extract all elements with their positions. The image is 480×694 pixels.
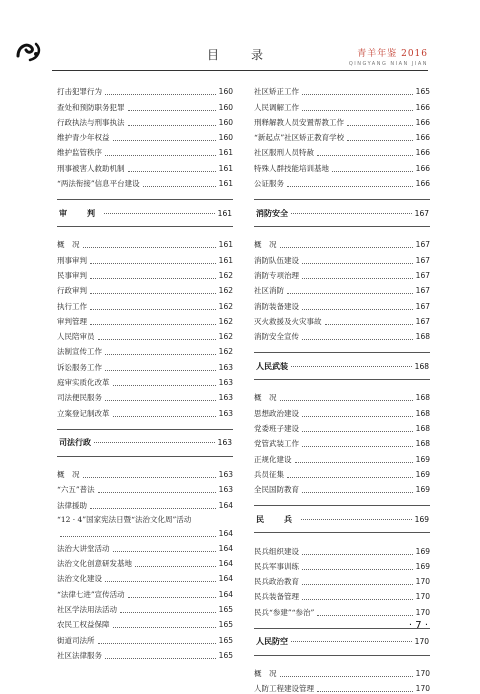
- entry-title: 法制宣传工作: [57, 347, 102, 357]
- toc-entry[interactable]: [254, 250, 430, 265]
- toc-entry[interactable]: [254, 449, 430, 464]
- dot-leader: [291, 641, 412, 642]
- entry-title: “新起点”社区矫正教育学校: [254, 133, 345, 143]
- entry-page: 160: [218, 117, 233, 127]
- dot-leader: [83, 477, 216, 478]
- dot-leader: [128, 125, 216, 126]
- dot-leader: [302, 278, 413, 279]
- entry-page: 160: [218, 102, 233, 112]
- entry-title: 行政执法与刑事执法: [57, 117, 125, 127]
- dot-leader: [105, 400, 216, 401]
- toc-entry[interactable]: [254, 128, 430, 143]
- dot-leader: [98, 339, 216, 340]
- toc-entry[interactable]: [57, 480, 233, 495]
- dot-leader: [90, 508, 216, 509]
- entry-title: “两法衔接”信息平台建设: [57, 179, 140, 189]
- entry-continuation: [57, 526, 233, 539]
- section-title: 消防安全: [256, 208, 288, 218]
- entry-title: 打击犯罪行为: [57, 87, 102, 97]
- toc-entry[interactable]: [254, 388, 430, 403]
- toc-entry[interactable]: [254, 465, 430, 480]
- entry-page: 162: [218, 301, 233, 311]
- entry-page: 164: [218, 543, 233, 553]
- dot-leader: [94, 442, 215, 443]
- toc-entry[interactable]: [57, 615, 233, 630]
- header-rule: [52, 70, 428, 71]
- toc-entry[interactable]: [57, 539, 233, 554]
- toc-entry[interactable]: [254, 174, 430, 189]
- entry-page: 170: [415, 592, 430, 602]
- dot-leader: [302, 446, 413, 447]
- entry-page: 164: [218, 559, 233, 569]
- entry-title: 行政审判: [57, 286, 87, 296]
- dot-leader: [90, 309, 216, 310]
- section-page: 170: [414, 637, 429, 647]
- toc-entry[interactable]: [254, 541, 430, 556]
- dot-leader: [302, 416, 413, 417]
- toc-group-community-correction: [254, 82, 430, 189]
- dot-leader: [280, 400, 413, 401]
- dot-leader: [98, 643, 216, 644]
- toc-entry[interactable]: [57, 158, 233, 173]
- toc-entry[interactable]: [254, 281, 430, 296]
- toc-right-column: [254, 82, 430, 694]
- section-title: 人民武装: [256, 361, 288, 371]
- dot-leader: [280, 676, 413, 677]
- entry-page: 164: [218, 528, 233, 538]
- entry-title: 概 况: [57, 469, 80, 479]
- section-militia[interactable]: [254, 505, 430, 533]
- entry-title: 民兵军事训练: [254, 561, 299, 571]
- entry-page: 166: [415, 148, 430, 158]
- entry-title: 民事审判: [57, 270, 87, 280]
- entry-title: 诉讼服务工作: [57, 362, 102, 372]
- toc-entry[interactable]: [254, 266, 430, 281]
- entry-page: 163: [218, 378, 233, 388]
- entry-title: 社区服刑人员特赦: [254, 148, 314, 158]
- dot-leader: [113, 627, 216, 628]
- entry-title: 特殊人群技能培训基地: [254, 163, 329, 173]
- toc-entry[interactable]: [254, 679, 430, 694]
- entry-title: 消防专项治理: [254, 270, 299, 280]
- entry-page: 166: [415, 163, 430, 173]
- toc-entry[interactable]: [57, 312, 233, 327]
- entry-title: “12 · 4”国家宪法日暨“法治文化周”活动: [57, 514, 192, 524]
- toc-entry[interactable]: [57, 600, 233, 615]
- entry-page: 165: [218, 620, 233, 630]
- entry-page: 167: [415, 255, 430, 265]
- dot-leader: [301, 519, 412, 520]
- dot-leader: [105, 370, 216, 371]
- toc-group-judicial-admin: [57, 465, 233, 511]
- section-page: 161: [217, 208, 232, 218]
- entry-title: 公证服务: [254, 179, 284, 189]
- dot-leader: [104, 213, 215, 214]
- entry-title: 司法便民服务: [57, 393, 102, 403]
- toc-entry[interactable]: [254, 143, 430, 158]
- entry-page: 164: [218, 574, 233, 584]
- entry-page: 162: [218, 286, 233, 296]
- entry-page: 163: [218, 408, 233, 418]
- entry-page: 164: [218, 500, 233, 510]
- dot-leader: [332, 171, 413, 172]
- toc-entry[interactable]: [254, 312, 430, 327]
- entry-title: 消防装备建设: [254, 301, 299, 311]
- entry-page: 168: [415, 393, 430, 403]
- brand-name-cn: 青羊年鉴 2016: [357, 49, 428, 59]
- toc-entry[interactable]: [254, 97, 430, 112]
- toc-group-trial: [57, 235, 233, 419]
- entry-page: 161: [218, 179, 233, 189]
- section-judicial-admin[interactable]: [57, 429, 233, 457]
- dot-leader: [302, 94, 413, 95]
- entry-page: 167: [415, 270, 430, 280]
- entry-page: 166: [415, 133, 430, 143]
- entry-page: 167: [415, 301, 430, 311]
- dot-leader: [90, 278, 216, 279]
- dot-leader: [291, 213, 412, 214]
- dot-leader: [302, 599, 413, 600]
- entry-title: 法治文化创意研发基地: [57, 559, 132, 569]
- entry-page: 168: [415, 439, 430, 449]
- dot-leader: [113, 140, 216, 141]
- entry-title: 人民陪审员: [57, 332, 95, 342]
- entry-page: 160: [218, 87, 233, 97]
- dot-leader: [291, 366, 412, 367]
- toc-entry[interactable]: [254, 602, 430, 617]
- entry-title: 民兵政治教育: [254, 577, 299, 587]
- toc-group-legal-culture: [57, 539, 233, 661]
- dot-leader: [128, 597, 216, 598]
- entry-page: 167: [415, 240, 430, 250]
- entry-title: 思想政治建设: [254, 408, 299, 418]
- entry-title: “六五”普法: [57, 485, 95, 495]
- toc-entry[interactable]: [254, 480, 430, 495]
- entry-title: 法治大讲堂活动: [57, 543, 110, 553]
- entry-title: 民兵装备管理: [254, 592, 299, 602]
- toc-entry[interactable]: [254, 296, 430, 311]
- toc-group-procuratorate: [57, 82, 233, 189]
- section-trial[interactable]: [57, 199, 233, 227]
- entry-page: 162: [218, 316, 233, 326]
- entry-page: 170: [415, 684, 430, 694]
- toc-entry[interactable]: [254, 587, 430, 602]
- dot-leader: [105, 581, 216, 582]
- section-fire-safety[interactable]: [254, 199, 430, 227]
- dot-leader: [302, 554, 413, 555]
- entry-page: 163: [218, 393, 233, 403]
- dot-leader: [120, 612, 216, 613]
- toc-entry[interactable]: [57, 569, 233, 584]
- entry-title: 刑释解教人员安置帮教工作: [254, 117, 344, 127]
- entry-page: 167: [415, 316, 430, 326]
- entry-page: 169: [415, 469, 430, 479]
- entry-title: 概 况: [254, 669, 277, 679]
- entry-page: 170: [415, 607, 430, 617]
- dot-leader: [143, 186, 216, 187]
- dot-leader: [90, 293, 216, 294]
- dot-leader: [347, 140, 413, 141]
- entry-title: 全民国防教育: [254, 485, 299, 495]
- dot-leader: [105, 658, 216, 659]
- dot-leader: [325, 324, 413, 325]
- entry-page: 166: [415, 179, 430, 189]
- dot-leader: [90, 263, 216, 264]
- section-civil-air-defense[interactable]: [254, 628, 430, 656]
- toc-entry[interactable]: [57, 403, 233, 418]
- dot-leader: [280, 247, 413, 248]
- entry-title: 刑事审判: [57, 255, 87, 265]
- page-title: 目 录: [206, 48, 273, 62]
- yearbook-brand: [349, 46, 428, 67]
- entry-title: 消防安全宣传: [254, 332, 299, 342]
- dot-leader: [98, 492, 216, 493]
- toc-entry[interactable]: [57, 281, 233, 296]
- entry-page: 161: [218, 163, 233, 173]
- toc-entry[interactable]: [254, 434, 430, 449]
- entry-title: 法治文化建设: [57, 574, 102, 584]
- entry-title: 民兵“参建”“参治”: [254, 607, 315, 617]
- entry-page: 166: [415, 102, 430, 112]
- entry-title: 维护监管秩序: [57, 148, 102, 158]
- dot-leader: [302, 110, 413, 111]
- toc-entry[interactable]: [254, 403, 430, 418]
- section-people-armed-forces[interactable]: [254, 352, 430, 380]
- entry-page: 165: [218, 650, 233, 660]
- entry-page: 161: [218, 240, 233, 250]
- entry-title: 刑事被害人救助机制: [57, 163, 125, 173]
- toc-entry[interactable]: [254, 664, 430, 679]
- entry-title: 概 况: [254, 240, 277, 250]
- toc-entry[interactable]: [57, 342, 233, 357]
- entry-page: 169: [415, 546, 430, 556]
- dot-leader: [128, 171, 216, 172]
- dot-leader: [295, 462, 413, 463]
- toc-left-column: [57, 82, 233, 661]
- toc-entry[interactable]: [57, 266, 233, 281]
- dot-leader: [90, 324, 216, 325]
- toc-entry[interactable]: [57, 143, 233, 158]
- toc-entry[interactable]: [57, 388, 233, 403]
- toc-entry[interactable]: [57, 113, 233, 128]
- brand-name-en: QINGYANG NIAN JIAN: [348, 61, 428, 67]
- dot-leader: [60, 536, 216, 537]
- entry-title: 社区消防: [254, 286, 284, 296]
- entry-title: 党管武装工作: [254, 439, 299, 449]
- toc-entry[interactable]: [254, 158, 430, 173]
- toc-entry[interactable]: [57, 327, 233, 342]
- entry-page: 169: [415, 454, 430, 464]
- dot-leader: [317, 691, 413, 692]
- entry-title: “法律七进”宣传活动: [57, 589, 125, 599]
- entry-page: 170: [415, 577, 430, 587]
- dot-leader: [317, 615, 412, 616]
- toc-entry[interactable]: [254, 327, 430, 342]
- dot-leader: [317, 155, 413, 156]
- entry-title: 概 况: [57, 240, 80, 250]
- entry-title: 社区矫正工作: [254, 87, 299, 97]
- entry-page: 162: [218, 332, 233, 342]
- section-page: 163: [217, 438, 232, 448]
- entry-title: 兵员征集: [254, 469, 284, 479]
- entry-title: 消防队伍建设: [254, 255, 299, 265]
- dot-leader: [302, 569, 413, 570]
- entry-title: 社区法律服务: [57, 650, 102, 660]
- toc-entry[interactable]: [57, 373, 233, 388]
- section-page: 168: [414, 361, 429, 371]
- entry-title: 农民工权益保障: [57, 620, 110, 630]
- toc-group-people-armed-forces: [254, 388, 430, 495]
- entry-title: 庭审实质化改革: [57, 378, 110, 388]
- toc-entry[interactable]: [57, 250, 233, 265]
- entry-page: 169: [415, 561, 430, 571]
- section-title: 民 兵: [256, 514, 298, 524]
- entry-title: 人民调解工作: [254, 102, 299, 112]
- dot-leader: [302, 431, 413, 432]
- entry-page: 163: [218, 469, 233, 479]
- entry-page: 165: [218, 635, 233, 645]
- entry-page: 166: [415, 117, 430, 127]
- toc-entry[interactable]: [57, 554, 233, 569]
- toc-group-militia: [254, 541, 430, 617]
- toc-entry[interactable]: [57, 82, 233, 97]
- toc-entry-constitution-day[interactable]: [57, 511, 233, 539]
- entry-page: 160: [218, 133, 233, 143]
- toc-entry[interactable]: [57, 495, 233, 510]
- toc-entry[interactable]: [57, 235, 233, 250]
- dot-leader: [287, 186, 413, 187]
- toc-entry[interactable]: [254, 113, 430, 128]
- entry-page: 167: [415, 286, 430, 296]
- entry-page: 161: [218, 255, 233, 265]
- toc-entry[interactable]: [57, 630, 233, 645]
- entry-page: 168: [415, 332, 430, 342]
- entry-page: 164: [218, 589, 233, 599]
- toc-entry[interactable]: [254, 557, 430, 572]
- entry-title: 立案登记制改革: [57, 408, 110, 418]
- dot-leader: [135, 566, 216, 567]
- section-page: 167: [414, 208, 429, 218]
- entry-page: 169: [415, 485, 430, 495]
- toc-entry[interactable]: [57, 357, 233, 372]
- entry-title: 社区学法用法活动: [57, 605, 117, 615]
- toc-entry[interactable]: [254, 419, 430, 434]
- entry-title: 正规化建设: [254, 454, 292, 464]
- dot-leader: [302, 492, 413, 493]
- dot-leader: [302, 263, 413, 264]
- section-title: 司法行政: [59, 438, 91, 448]
- dot-leader: [113, 416, 216, 417]
- dot-leader: [113, 385, 216, 386]
- toc-entry[interactable]: [57, 174, 233, 189]
- entry-title: 查处和预防职务犯罪: [57, 102, 125, 112]
- toc-entry[interactable]: [57, 646, 233, 661]
- dot-leader: [302, 584, 413, 585]
- toc-entry[interactable]: [254, 82, 430, 97]
- entry-title: 灭火救援及火灾事故: [254, 316, 322, 326]
- dot-leader: [113, 551, 216, 552]
- toc-entry[interactable]: [254, 235, 430, 250]
- dot-leader: [287, 477, 413, 478]
- dot-leader: [302, 339, 413, 340]
- dot-leader: [105, 155, 216, 156]
- entry-title: 民兵组织建设: [254, 546, 299, 556]
- entry-title: 维护青少年权益: [57, 133, 110, 143]
- toc-entry[interactable]: [254, 572, 430, 587]
- toc-entry[interactable]: [57, 296, 233, 311]
- entry-page: 163: [218, 362, 233, 372]
- page-number: · 7 ·: [408, 620, 428, 631]
- entry-page: 168: [415, 424, 430, 434]
- entry-title: 人防工程建设管理: [254, 684, 314, 694]
- toc-entry[interactable]: [57, 128, 233, 143]
- section-title: 人民防空: [256, 637, 288, 647]
- dot-leader: [105, 94, 216, 95]
- section-title: 审 判: [59, 208, 101, 218]
- entry-title: 执行工作: [57, 301, 87, 311]
- dot-leader: [83, 247, 216, 248]
- entry-page: 165: [218, 605, 233, 615]
- section-page: 169: [414, 514, 429, 524]
- entry-title: 街道司法所: [57, 635, 95, 645]
- entry-page: 163: [218, 485, 233, 495]
- dot-leader: [347, 125, 413, 126]
- entry-page: 161: [218, 148, 233, 158]
- entry-title: 审判管理: [57, 316, 87, 326]
- entry-title: 概 况: [254, 393, 277, 403]
- entry-page: 162: [218, 347, 233, 357]
- dot-leader: [105, 354, 216, 355]
- toc-entry[interactable]: [57, 465, 233, 480]
- toc-entry[interactable]: [57, 97, 233, 112]
- entry-page: 165: [415, 87, 430, 97]
- toc-group-fire-safety: [254, 235, 430, 342]
- entry-title: 党委班子建设: [254, 424, 299, 434]
- entry-title: 法律援助: [57, 500, 87, 510]
- toc-group-civil-air-defense: [254, 664, 430, 694]
- entry-page: 170: [415, 669, 430, 679]
- entry-page: 168: [415, 408, 430, 418]
- dot-leader: [128, 110, 216, 111]
- dot-leader: [302, 309, 413, 310]
- dot-leader: [287, 293, 413, 294]
- toc-entry[interactable]: [57, 584, 233, 599]
- entry-page: 162: [218, 270, 233, 280]
